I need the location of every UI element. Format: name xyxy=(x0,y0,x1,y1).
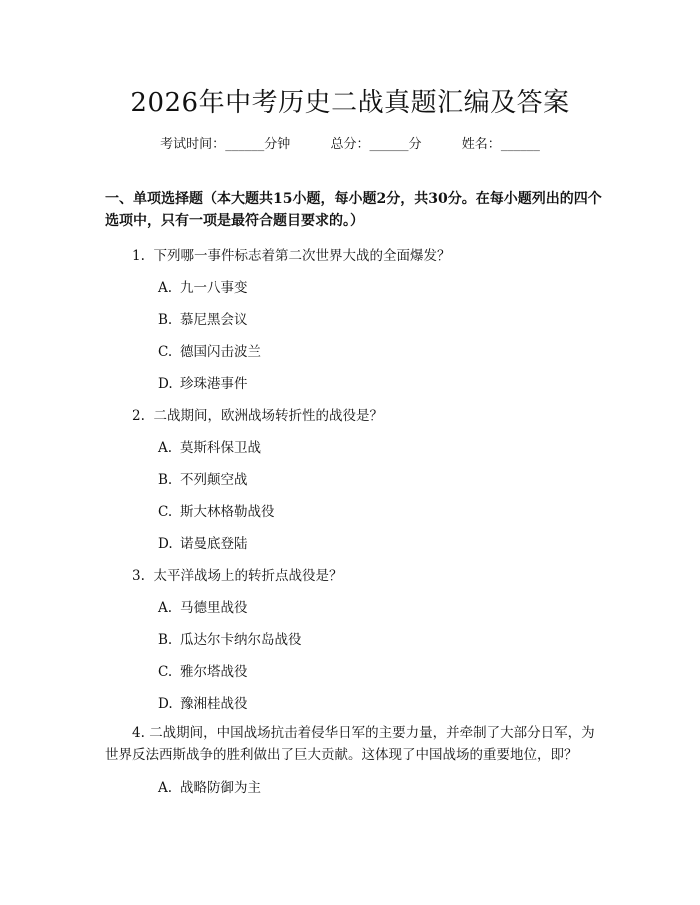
question-number: 2. xyxy=(132,408,145,424)
option-2d xyxy=(158,532,248,552)
option-text: 马德里战役 xyxy=(180,600,248,616)
option-letter: C. xyxy=(158,664,173,680)
question-text: 二战期间，欧洲战场转折性的战役是？ xyxy=(153,408,383,424)
option-text: 不列颠空战 xyxy=(180,472,248,488)
option-letter: C. xyxy=(158,344,173,360)
page-title: 2026年中考历史二战真题汇编及答案 xyxy=(130,88,570,118)
time-label: 考试时间： xyxy=(160,137,226,152)
option-1b xyxy=(158,308,248,328)
option-3a xyxy=(158,596,248,616)
option-letter: A. xyxy=(158,280,173,296)
option-3d xyxy=(158,692,248,712)
option-letter: D. xyxy=(158,536,173,552)
option-letter: B. xyxy=(158,472,173,488)
option-text: 战略防御为主 xyxy=(180,780,261,796)
option-text: 德国闪击波兰 xyxy=(180,344,261,360)
option-letter: B. xyxy=(158,632,173,648)
exam-meta xyxy=(0,133,700,152)
name-label: 姓名： xyxy=(461,137,501,152)
option-text: 诺曼底登陆 xyxy=(180,536,248,552)
option-letter: A. xyxy=(158,440,173,456)
option-text: 珍珠港事件 xyxy=(180,376,248,392)
name-blank: ______ xyxy=(500,137,540,152)
question-text: 二战期间，中国战场抗击着侵华日军的主要力量，并牵制了大部分日军，为世界反法西斯战争的胜利做出了巨大贡献。这体现了中国战场的重要地位，即？ xyxy=(105,725,595,763)
option-3b xyxy=(158,628,302,648)
score-unit: 分 xyxy=(408,137,422,152)
option-letter: A. xyxy=(158,600,173,616)
option-letter: C. xyxy=(158,504,173,520)
option-text: 莫斯科保卫战 xyxy=(180,440,261,456)
option-letter: D. xyxy=(158,376,173,392)
option-3c xyxy=(158,660,248,680)
option-letter: B. xyxy=(158,312,173,328)
option-text: 豫湘桂战役 xyxy=(180,696,248,712)
option-1a xyxy=(158,276,248,296)
option-text: 九一八事变 xyxy=(180,280,248,296)
question-number: 4. xyxy=(132,725,145,741)
score-blank: ______ xyxy=(369,137,409,152)
option-1d xyxy=(158,372,248,392)
option-2b xyxy=(158,468,248,488)
question-text: 下列哪一事件标志着第二次世界大战的全面爆发？ xyxy=(153,248,451,264)
score-label: 总分： xyxy=(330,137,370,152)
option-1c xyxy=(158,340,261,360)
option-4a xyxy=(158,776,261,796)
option-text: 斯大林格勒战役 xyxy=(180,504,275,520)
question-number: 1. xyxy=(132,248,145,264)
section-heading: 一、单项选择题（本大题共15小题，每小题2分，共30分。在每小题列出的四个选项中，只有一项是最符合题目要求的。） xyxy=(105,191,602,229)
question-3 xyxy=(132,564,342,584)
question-4 xyxy=(105,722,605,766)
time-unit: 分钟 xyxy=(264,137,291,152)
option-text: 慕尼黑会议 xyxy=(180,312,248,328)
time-blank: ______ xyxy=(225,137,265,152)
option-text: 雅尔塔战役 xyxy=(180,664,248,680)
option-text: 瓜达尔卡纳尔岛战役 xyxy=(180,632,302,648)
question-1 xyxy=(132,244,450,264)
question-text: 太平洋战场上的转折点战役是？ xyxy=(153,568,343,584)
question-number: 3. xyxy=(132,568,145,584)
option-letter: D. xyxy=(158,696,173,712)
option-letter: A. xyxy=(158,780,173,796)
option-2a xyxy=(158,436,261,456)
option-2c xyxy=(158,500,275,520)
question-2 xyxy=(132,404,383,424)
